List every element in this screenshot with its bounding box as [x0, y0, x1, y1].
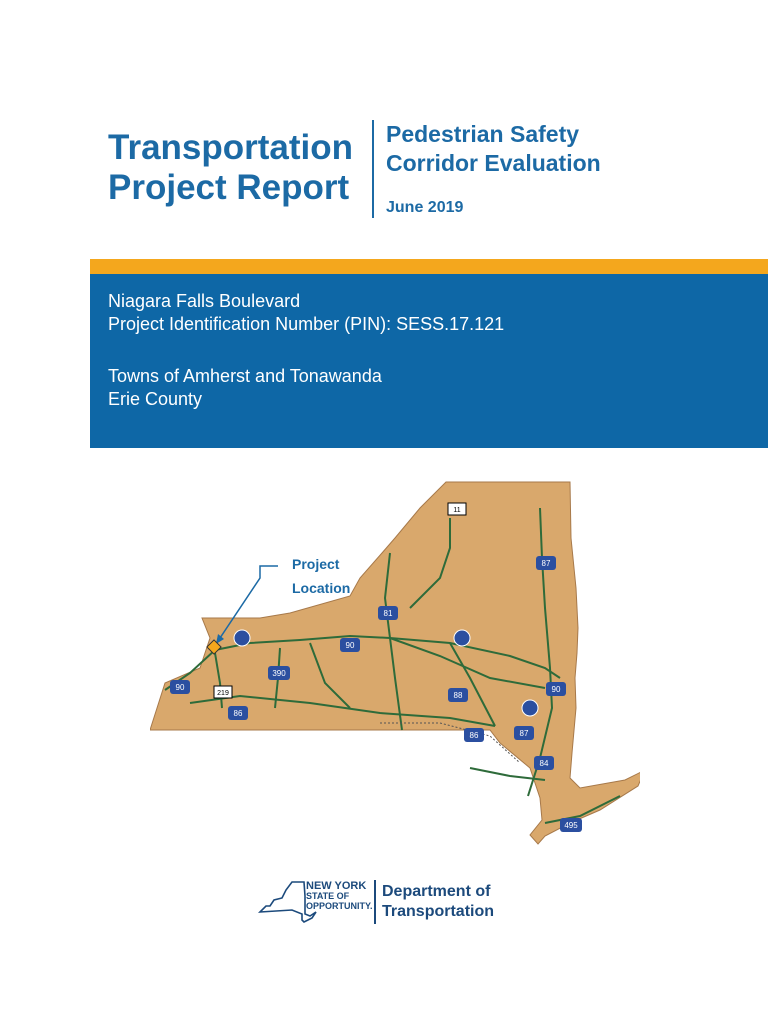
shield-label: 86 — [469, 731, 479, 740]
shield-i81 — [378, 606, 398, 620]
shield-label: 495 — [564, 821, 578, 830]
shield-label: 87 — [541, 559, 551, 568]
thruway-logo-icon — [454, 630, 470, 646]
shield-label: 11 — [453, 507, 461, 514]
project-towns: Towns of Amherst and Tonawanda — [108, 366, 382, 386]
shield-i88 — [448, 688, 468, 702]
shield-label: 87 — [519, 729, 529, 738]
shield-label: 90 — [551, 685, 561, 694]
report-date: June 2019 — [386, 199, 464, 216]
shield-i87-south — [514, 726, 534, 740]
shield-label: 88 — [453, 691, 463, 700]
callout-line2: Location — [292, 580, 351, 596]
shield-i86-east — [464, 728, 484, 742]
shield-i90-central — [340, 638, 360, 652]
shield-label: 390 — [272, 669, 286, 678]
subtitle-line1: Pedestrian Safety — [386, 121, 580, 147]
project-county: Erie County — [108, 389, 203, 409]
dept-line1: Department of — [382, 883, 491, 900]
gold-band — [90, 259, 768, 274]
title-divider — [372, 120, 374, 218]
dept-line2: Transportation — [382, 903, 495, 920]
report-subtitle — [386, 120, 601, 216]
dept-name — [382, 882, 494, 922]
ny-state-map-svg — [150, 478, 640, 856]
report-title — [108, 128, 370, 208]
project-name: Niagara Falls Boulevard — [108, 291, 301, 311]
shield-i90-west — [170, 680, 190, 694]
shield-i495 — [560, 818, 582, 832]
ny-state-text — [306, 881, 373, 911]
shield-i86-west — [228, 706, 248, 720]
thruway-logo-icon — [522, 700, 538, 716]
shield-label: 81 — [383, 609, 393, 618]
state-line3: OPPORTUNITY. — [306, 901, 373, 911]
report-title-line1: Transportation — [108, 128, 354, 167]
subtitle-line2: Corridor Evaluation — [386, 150, 601, 176]
project-location-callout — [292, 552, 350, 600]
shield-label: 90 — [175, 683, 185, 692]
thruway-logo-icon — [234, 630, 250, 646]
logo-divider — [374, 880, 376, 924]
nysdot-logo — [258, 876, 518, 928]
shield-i90-east — [546, 682, 566, 696]
shield-us219 — [214, 686, 232, 698]
project-pin: Project Identification Number (PIN): SESS.17.121 — [108, 314, 505, 334]
state-line2: STATE OF — [306, 891, 350, 901]
shield-i87-north — [536, 556, 556, 570]
shield-label: 90 — [345, 641, 355, 650]
shield-us11 — [448, 503, 466, 515]
shield-label: 86 — [233, 709, 243, 718]
callout-line1: Project — [292, 556, 340, 572]
shield-label: 219 — [217, 690, 229, 697]
project-info-banner — [90, 274, 768, 448]
shield-i84 — [534, 756, 554, 770]
report-title-line2: Project Report — [108, 168, 350, 207]
state-map — [150, 478, 640, 856]
state-line1: NEW YORK — [306, 880, 367, 892]
shield-i390 — [268, 666, 290, 680]
shield-label: 84 — [539, 759, 549, 768]
ny-state-land — [150, 482, 640, 844]
